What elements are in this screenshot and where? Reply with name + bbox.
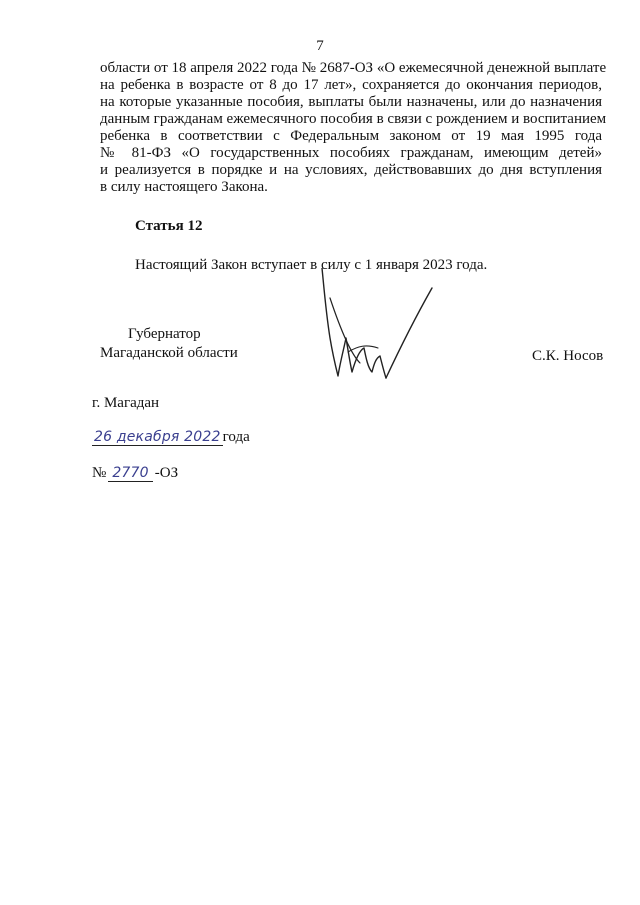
law-number bbox=[92, 465, 178, 482]
law-number-suffix: -ОЗ bbox=[154, 465, 179, 481]
handwritten-signature bbox=[300, 268, 450, 383]
paragraph-line: на которые указанные пособия, выплаты были назначены, или до назначения bbox=[100, 94, 602, 110]
governor-title-line1: Губернатор bbox=[128, 326, 201, 342]
page-number: 7 bbox=[316, 38, 324, 54]
paragraph-line: и реализуется в порядке и на условиях, действовавших до дня вступления bbox=[100, 162, 602, 178]
paragraph-line: в силу настоящего Закона. bbox=[100, 179, 268, 195]
governor-name: С.К. Носов bbox=[532, 348, 604, 364]
paragraph-line: данным гражданам ежемесячного пособия в связи с рождением и воспитанием bbox=[100, 111, 607, 127]
article-heading: Статья 12 bbox=[135, 218, 203, 234]
city: г. Магадан bbox=[92, 395, 160, 411]
handwritten-date: 26 декабря 2022 bbox=[94, 429, 221, 445]
paragraph-line: на ребенка в возрасте от 8 до 17 лет», сохраняется до окончания периодов, bbox=[100, 77, 602, 93]
handwritten-law-number: 2770 bbox=[108, 465, 152, 482]
paragraph-line: ребенка в соответствии с Федеральным законом от 19 мая 1995 года bbox=[100, 128, 602, 144]
governor-title bbox=[100, 325, 238, 363]
body-paragraph bbox=[100, 60, 607, 196]
signing-date bbox=[92, 429, 250, 451]
governor-title-line2: Магаданской области bbox=[100, 345, 238, 361]
date-suffix: года bbox=[222, 429, 250, 445]
paragraph-line: области от 18 апреля 2022 года № 2687-ОЗ «О ежемесячной денежной выплате bbox=[100, 60, 607, 76]
paragraph-line: № 81-ФЗ «О государственных пособиях гражданам, имеющим детей» bbox=[100, 145, 602, 161]
article-text: Настоящий Закон вступает в силу с 1 января 2023 года. bbox=[135, 257, 488, 273]
law-number-prefix: № bbox=[92, 465, 107, 481]
